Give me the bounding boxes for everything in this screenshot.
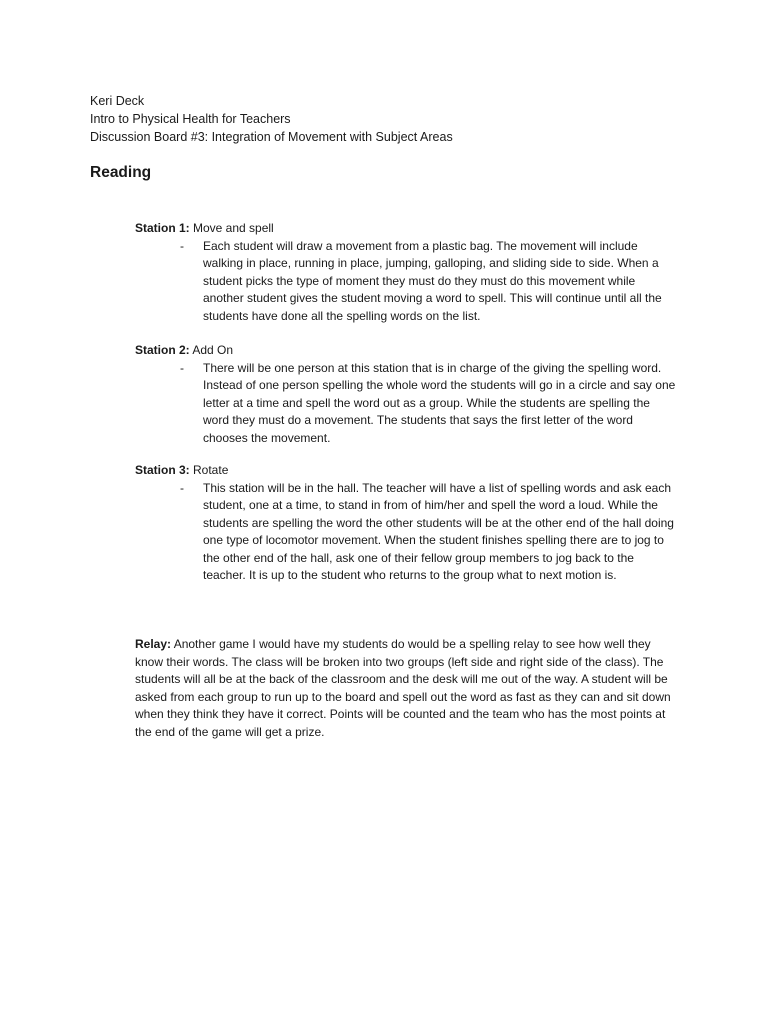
relay-text: Another game I would have my students do would be a spelling relay to see how well they know their words. The class will be broken into two groups (left side and right side of the class). The students will all be at the back of the classroom and the desk will me out of the way. A student will be asked from each group to run up to the board and spell out the word as fast as they can and sit down when they think they have it correct. Points will be counted and the team who has the most points at the end of the game will get a prize. bbox=[135, 637, 671, 739]
station-heading bbox=[135, 342, 695, 360]
bullet-dash: - bbox=[180, 480, 184, 495]
station-text: There will be one person at this station that is in charge of the giving the spelling word. Instead of one person spelling the whole word the students will go in a circle and say one letter at a time and spell the word out as a group. While the students are spelling the word they must do a movement. The students that says the first letter of the word chooses the movement. bbox=[203, 360, 676, 445]
relay-label: Relay: bbox=[135, 637, 172, 651]
bullet-dash: - bbox=[180, 360, 184, 375]
author-name: Keri Deck bbox=[90, 94, 145, 108]
station-3 bbox=[135, 462, 695, 585]
station-label: Station 3: bbox=[135, 463, 190, 477]
relay-paragraph bbox=[135, 636, 680, 741]
station-title: Move and spell bbox=[189, 221, 274, 235]
station-2 bbox=[135, 342, 695, 447]
station-description bbox=[135, 360, 679, 448]
station-text: Each student will draw a movement from a plastic bag. The movement will include walking in place, running in place, jumping, galloping, and sliding side to side. When a student picks the type of moment they must do they must do this movement while another student gives the student moving a word to spell. This will continue until all the students have done all the spelling words on the list. bbox=[203, 238, 662, 323]
station-label: Station 2: bbox=[135, 343, 190, 357]
station-description bbox=[135, 480, 679, 585]
station-description bbox=[135, 238, 679, 326]
course-name: Intro to Physical Health for Teachers bbox=[90, 112, 291, 126]
assignment-title: Discussion Board #3: Integration of Movement with Subject Areas bbox=[90, 130, 453, 144]
document-header bbox=[90, 92, 453, 146]
station-heading bbox=[135, 220, 695, 238]
bullet-dash: - bbox=[180, 238, 184, 253]
station-1 bbox=[135, 220, 695, 325]
station-title: Rotate bbox=[189, 463, 229, 477]
station-label: Station 1: bbox=[135, 221, 190, 235]
section-title: Reading bbox=[90, 164, 152, 181]
station-text: This station will be in the hall. The teacher will have a list of spelling words and ask each student, one at a time, to stand in from of him/her and spell the word a loud. While the students are spelling the word the other students will be at the other end of the hall doing one type of locomotor movement. When the student finishes spelling there are to jog to the other end of the hall, ask one of their fellow group members to jog back to the teacher. It is up to the student who returns to the group what to next motion is. bbox=[203, 480, 674, 582]
station-heading bbox=[135, 462, 695, 480]
station-title: Add On bbox=[189, 343, 234, 357]
